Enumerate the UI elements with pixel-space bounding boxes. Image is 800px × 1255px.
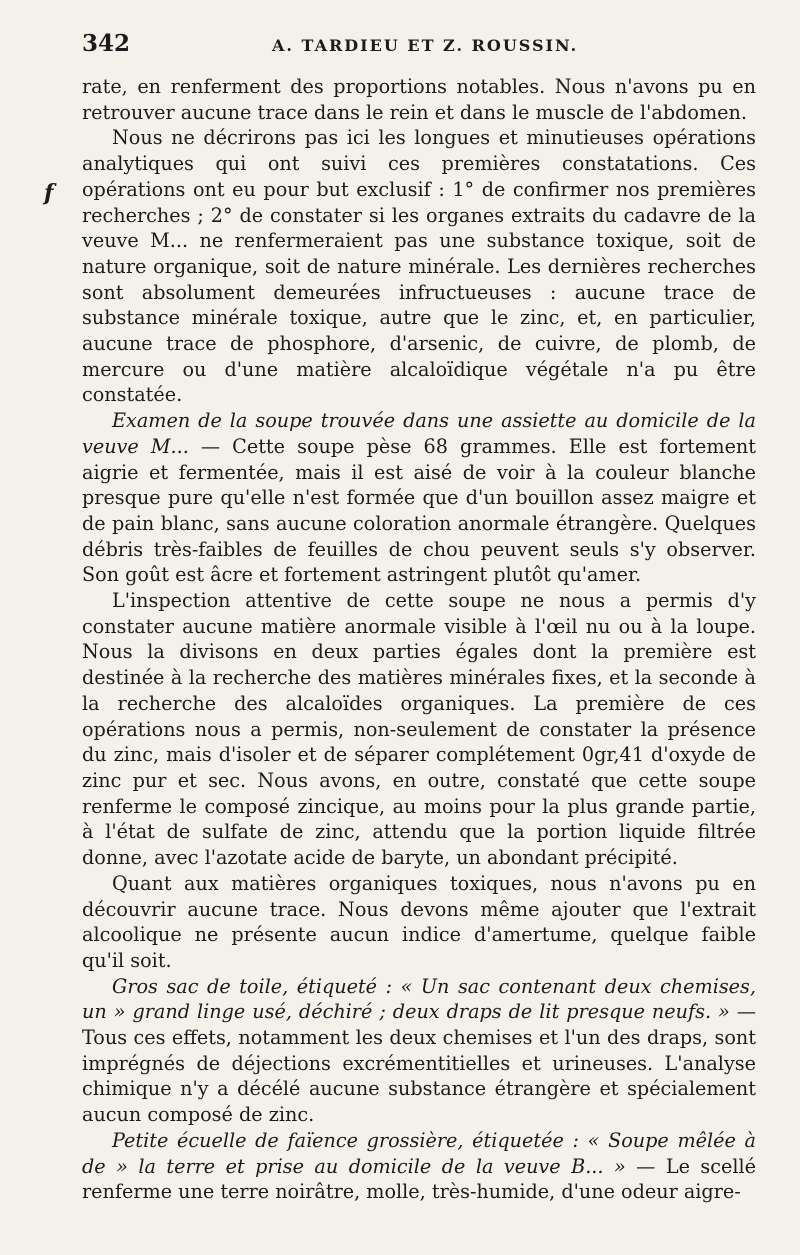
paragraph-p5 [82, 871, 756, 974]
paragraph-p2 [82, 125, 756, 408]
paragraph-text: Quant aux matières organiques toxiques, nous n'avons pu en découvrir aucune trace. Nous devons même ajouter que l'extrait alcoolique ne présente aucun indice d'amertume, quelque faible qu'il soit. [82, 871, 756, 972]
body-text [82, 74, 756, 1205]
paragraph-text: — Le scellé renferme une terre noirâtre, molle, très-humide, d'une odeur aigre- [82, 1154, 756, 1204]
paragraph-p1 [82, 74, 756, 125]
paragraph-p4 [82, 588, 756, 871]
paragraph-text: — Cette soupe pèse 68 grammes. Elle est fortement aigrie et fermentée, mais il est aisé de voir à la couleur blanche presque pure qu'elle n'est formée que d'un bouillon assez maigre et de pain blanc, sans aucune coloration anormale étrangère. Quelques débris très-faibles de feuilles de chou peuvent seuls s'y observer. Son goût est âcre et fortement astringent plutôt qu'amer. [82, 434, 756, 587]
italic-heading: Examen de la soupe trouvée dans une assiette au domicile de la veuve M... [82, 409, 756, 458]
page-header [82, 30, 756, 66]
paragraph-p6 [82, 974, 756, 1128]
paragraph-p7 [82, 1128, 756, 1205]
margin-mark: f [44, 180, 54, 206]
page-number: 342 [82, 30, 131, 57]
running-head: A. TARDIEU ET Z. ROUSSIN. [272, 36, 579, 55]
paragraph-text: rate, en renferment des proportions notables. Nous n'avons pu en retrouver aucune trace dans le rein et dans le muscle de l'abdomen. [82, 75, 756, 124]
italic-heading: Petite écuelle de faïence grossière, étiquetée : « Soupe mêlée à de » la terre et prise au domicile de la veuve B... » [82, 1128, 756, 1178]
paragraph-text: — Tous ces effets, notamment les deux chemises et l'un des draps, sont imprégnés de déjections excrémentitielles et urineuses. L'analyse chimique n'y a décélé aucune substance étrangère et spécialement aucun composé de zinc. [82, 1000, 757, 1127]
italic-heading: Gros sac de toile, étiqueté : « Un sac contenant deux chemises, un » grand linge usé, déchiré ; deux draps de lit presque neufs. » [82, 974, 756, 1024]
paragraph-text: L'inspection attentive de cette soupe ne nous a permis d'y constater aucune matière anormale visible à l'œil nu ou à la loupe. Nous la divisons en deux parties égales dont la première est destinée à la recherche des matières minérales fixes, et la seconde à la recherche des alcaloïdes organiques. La première de ces opérations nous a permis, non-seulement de constater la présence du zinc, mais d'isoler et de séparer complétement 0gr,41 d'oxyde de zinc pur et sec. Nous avons, en outre, constaté que cette soupe renferme le composé zincique, au moins pour la plus grande partie, à l'état de sulfate de zinc, attendu que la portion liquide filtrée donne, avec l'azotate acide de baryte, un abondant précipité. [82, 589, 756, 870]
paragraph-p3 [82, 408, 756, 588]
paragraph-text: Nous ne décrirons pas ici les longues et minutieuses opérations analytiques qui ont suivi ces premières constatations. Ces opérations ont eu pour but exclusif : 1° de confirmer nos premières recherches ; 2° de constater si les organes extraits du cadavre de la veuve M... ne renfermeraient pas une substance toxique, soit de nature organique, soit de nature minérale. Les dernières recherches sont absolument demeurées infructueuses : aucune trace de substance minérale toxique, autre que le zinc, et, en particulier, aucune trace de phosphore, d'arsenic, de cuivre, de plomb, de mercure ou d'une matière alcaloïdique végétale n'a pu être constatée. [82, 126, 756, 407]
